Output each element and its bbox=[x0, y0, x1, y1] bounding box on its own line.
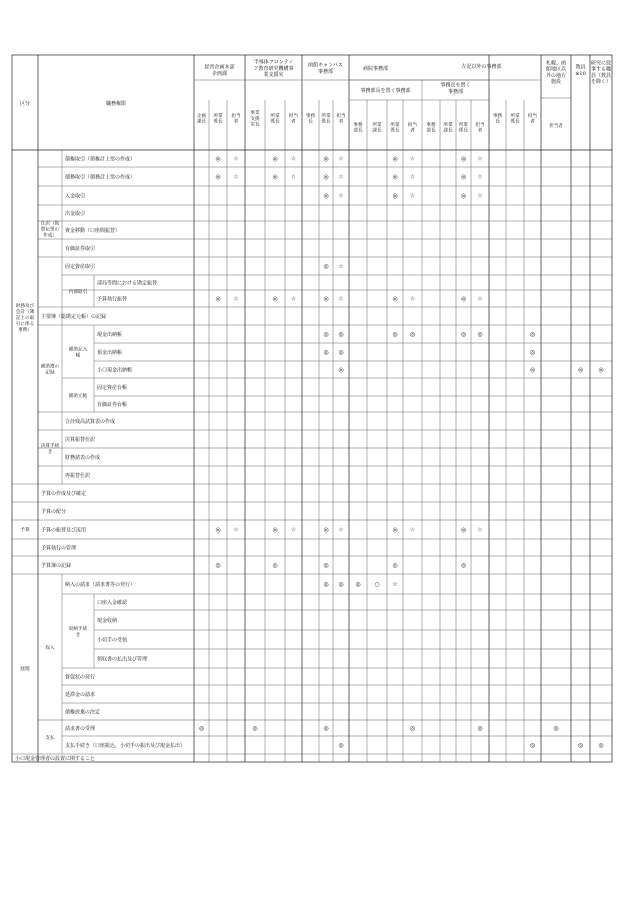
header-col-10: 課長 bbox=[372, 128, 382, 134]
mark-cell: ◎ bbox=[215, 295, 221, 303]
header-col-15: 係長 bbox=[458, 128, 469, 134]
header-group-frontier: ア教育研究機構事 bbox=[253, 65, 294, 72]
header-group-kyoin: ※10 bbox=[575, 70, 586, 77]
mark-cell: ◎ bbox=[577, 366, 584, 374]
header-col-9: 部長 bbox=[353, 128, 363, 134]
row-label: 固定資産取引 bbox=[65, 263, 96, 270]
header-col-4: 所掌 bbox=[270, 114, 280, 119]
header-col-17: 事務 bbox=[492, 114, 503, 119]
row-label: 延滞金の請求 bbox=[65, 691, 96, 698]
mark-cell: ☆ bbox=[409, 192, 416, 200]
row-label: 予算簿の記録 bbox=[41, 562, 72, 569]
header-col-3: 室長 bbox=[250, 122, 260, 128]
mark-cell: ◎ bbox=[272, 295, 278, 303]
mark-cell: ◎ bbox=[338, 331, 344, 339]
row-labels bbox=[15, 155, 185, 762]
header-col-4: 係長 bbox=[270, 119, 280, 125]
header-col-1: 係長 bbox=[213, 119, 223, 125]
subsubcat-shuno: き bbox=[75, 632, 81, 638]
mark-cell: ◎ bbox=[460, 526, 467, 534]
header-group-kenkyu: 事する職 bbox=[590, 66, 612, 73]
header-col-12: 者 bbox=[410, 128, 415, 134]
subcat-shiharai: 支払 bbox=[45, 735, 55, 741]
row-label: 部局等間における勘定振替 bbox=[97, 280, 158, 287]
header-col-2: 者 bbox=[233, 119, 239, 125]
mark-cell: ◎ bbox=[529, 331, 536, 339]
header-col-10: 所掌 bbox=[372, 123, 382, 128]
mark-cell: ◎ bbox=[477, 725, 483, 733]
mark-cell: ◎ bbox=[460, 562, 467, 570]
header-col-20: 担当者 bbox=[549, 123, 563, 129]
mark-cell: ◎ bbox=[338, 366, 344, 374]
mark-cell: ◎ bbox=[323, 349, 329, 357]
subsubcat-hojokinyu: 帳 bbox=[75, 353, 81, 359]
mark-cell: ◎ bbox=[460, 192, 467, 200]
header-group-keiei: 企画課 bbox=[211, 70, 228, 77]
row-label: 債権取引（債権計上票の作成） bbox=[65, 156, 136, 163]
header-group-chiho: 札幌、函 bbox=[545, 60, 567, 67]
header-col-16: 担当 bbox=[475, 123, 485, 128]
header-group-chiho: 外の地方 bbox=[545, 72, 567, 79]
row-label: 請求書の受理 bbox=[65, 725, 96, 732]
mark-cell: ☆ bbox=[338, 295, 344, 303]
mark-cell: ◎ bbox=[392, 295, 398, 303]
mark-cell: ◎ bbox=[460, 295, 467, 303]
row-label: 決算振替仕訳 bbox=[65, 436, 96, 443]
row-label: 固定資産台帳 bbox=[97, 384, 128, 391]
mark-cell: ◎ bbox=[323, 581, 329, 589]
row-label: 再振替仕訳 bbox=[65, 472, 91, 479]
subcat-shiwake: 作成） bbox=[43, 233, 57, 239]
mark-cell: ☆ bbox=[290, 173, 297, 181]
row-label: 口座入金確認 bbox=[97, 599, 128, 606]
header-group-chiho: 館地区以 bbox=[545, 66, 567, 73]
row-label: 入金取引 bbox=[65, 193, 86, 200]
header-group-kenkyu: 研究に従 bbox=[590, 60, 612, 67]
mark-cell: ◎ bbox=[460, 331, 467, 339]
category-zaimu: 会計（簿 bbox=[15, 309, 35, 315]
mark-cell: ◎ bbox=[338, 581, 344, 589]
mark-cell: ◎ bbox=[215, 155, 221, 163]
mark-cell: ◎ bbox=[577, 742, 584, 750]
header-col-17: 長 bbox=[495, 119, 500, 125]
row-label: 現金収納 bbox=[97, 617, 118, 624]
mark-cell: ☆ bbox=[392, 581, 398, 589]
mark-cell: ☆ bbox=[477, 155, 483, 163]
header-col-13: 事務 bbox=[426, 123, 436, 128]
mark-cell: ◎ bbox=[272, 562, 278, 570]
subcat-kessan: 決算手続 bbox=[40, 443, 60, 449]
row-label: 債務取引（債務計上票の作成） bbox=[65, 174, 136, 181]
mark-cell: ◎ bbox=[529, 742, 536, 750]
category-zaimu: 引に係る bbox=[15, 321, 35, 327]
header-group-frontier: 業支援室 bbox=[263, 72, 284, 78]
mark-cell: ◎ bbox=[338, 349, 344, 357]
subsubcat-hojokinyu: 補助記入 bbox=[68, 347, 88, 353]
header-col-0: 課長 bbox=[196, 119, 207, 125]
mark-cell: ◎ bbox=[323, 295, 329, 303]
header-col-8: 者 bbox=[338, 119, 344, 125]
mark-cell: ◎ bbox=[529, 366, 536, 374]
row-label: 支払手続き（口座振込、小切手の振出及び現金払出） bbox=[65, 742, 186, 749]
category-zaimu: 事務） bbox=[18, 327, 32, 333]
row-label: 小切手の受領 bbox=[97, 637, 128, 644]
mark-cell: ◎ bbox=[323, 263, 329, 271]
mark-cell: ☆ bbox=[290, 295, 297, 303]
header-col-0: 企画 bbox=[196, 114, 207, 119]
row-label: 資金移動（口座間振替） bbox=[65, 227, 121, 234]
mark-cell: ◎ bbox=[272, 526, 278, 534]
mark-cell: ◎ bbox=[215, 526, 221, 534]
mark-cell: ◎ bbox=[338, 742, 344, 750]
mark-cell: ◎ bbox=[323, 192, 329, 200]
mark-cell: ☆ bbox=[409, 155, 416, 163]
mark-cell: ◎ bbox=[392, 526, 398, 534]
subcat-hojo: 補助簿の bbox=[40, 364, 60, 370]
row-label: 有価証券台帳 bbox=[97, 401, 128, 408]
mark-cell: ☆ bbox=[233, 526, 239, 534]
header-col-18: 所掌 bbox=[510, 114, 520, 119]
row-label: 予算の作成及び確定 bbox=[41, 490, 87, 497]
mark-cell: ◎ bbox=[323, 562, 329, 570]
row-label: 財務諸表の作成 bbox=[65, 454, 101, 461]
mark-cell: ◎ bbox=[598, 742, 604, 750]
mark-cell: ◎ bbox=[460, 173, 467, 181]
mark-cell: ☆ bbox=[477, 295, 483, 303]
header-col-11: 係長 bbox=[390, 128, 400, 134]
table-header bbox=[20, 59, 611, 134]
row-label: 債権放棄の決定 bbox=[65, 709, 101, 716]
row-label: 預金出納帳 bbox=[97, 349, 123, 356]
header-group-hakodate: 函館キャンパス bbox=[308, 62, 343, 69]
header-col-9: 事務 bbox=[353, 123, 363, 128]
header-group-hakodate: 事務部 bbox=[317, 68, 334, 75]
header-group-keiei: 経営企画本部 bbox=[204, 64, 235, 71]
subcat-shunyu: 収入 bbox=[45, 645, 55, 651]
mark-cell: ☆ bbox=[233, 173, 239, 181]
mark-cell: ◎ bbox=[392, 562, 398, 570]
mark-cell: ◎ bbox=[252, 725, 258, 733]
header-sub-jimubucho: 事務部長を置く事務部 bbox=[360, 87, 411, 94]
mark-cell: ◎ bbox=[198, 725, 205, 733]
mark-cell: ☆ bbox=[409, 295, 416, 303]
mark-cell: ◎ bbox=[553, 725, 559, 733]
row-label: 小口現金出納帳 bbox=[97, 367, 133, 374]
header-shokumu: 職務権限 bbox=[105, 100, 127, 107]
header-col-19: 担当 bbox=[527, 114, 538, 119]
header-col-8: 担当 bbox=[336, 114, 346, 119]
mark-cell: ☆ bbox=[290, 155, 297, 163]
header-group-sakki: 左記以外の事務部 bbox=[461, 63, 502, 70]
row-label: 予算の配分 bbox=[41, 508, 67, 515]
row-label: 納入の請求（請求書等の発行） bbox=[65, 581, 136, 588]
mark-cell: ◎ bbox=[272, 173, 278, 181]
header-col-3: 支援 bbox=[250, 116, 260, 122]
mark-cell: ◎ bbox=[323, 173, 329, 181]
subsubcat-shuno: 収納手続 bbox=[68, 626, 88, 632]
mark-cell: ☆ bbox=[338, 155, 344, 163]
header-col-5: 者 bbox=[291, 119, 296, 125]
mark-cell: ◎ bbox=[323, 331, 329, 339]
subcat-shiwake: 替伝票の bbox=[40, 227, 60, 233]
mark-cell: ☆ bbox=[338, 173, 344, 181]
subcat-shiwake: 仕訳（振 bbox=[40, 221, 60, 227]
mark-cell: ◎ bbox=[409, 331, 416, 339]
mark-cell: ◎ bbox=[392, 331, 398, 339]
row-label: 主要簿（総勘定元帳）の記録 bbox=[41, 313, 107, 320]
mark-cell: ◎ bbox=[323, 155, 329, 163]
category-zaimu: 記上の取 bbox=[15, 315, 35, 321]
row-label: 合計残高試算表の作成 bbox=[65, 418, 116, 425]
mark-cell: ◎ bbox=[392, 192, 398, 200]
mark-cell: ◎ bbox=[355, 581, 361, 589]
header-col-18: 係長 bbox=[510, 119, 520, 125]
row-label: 予算執行の管理 bbox=[41, 545, 77, 552]
row-label: 督促状の発行 bbox=[65, 674, 96, 681]
header-group-kyoin: 教員 bbox=[575, 64, 586, 71]
mark-cell: ○ bbox=[374, 581, 380, 589]
header-col-1: 所掌 bbox=[213, 114, 223, 119]
mark-cell: ☆ bbox=[290, 526, 297, 534]
category-zaimu: 財務及び bbox=[15, 303, 35, 309]
row-label: 予算の振替及び流用 bbox=[41, 527, 87, 534]
header-group-kenkyu: を除く） bbox=[590, 79, 612, 86]
mark-cells bbox=[199, 156, 604, 750]
header-col-13: 部長 bbox=[426, 128, 436, 134]
category-keiri: 経理 bbox=[20, 666, 30, 672]
header-col-16: 者 bbox=[477, 128, 483, 134]
row-label: 現金出納帳 bbox=[97, 331, 123, 338]
mark-cell: ◎ bbox=[392, 173, 398, 181]
row-label: 予算執行振替 bbox=[97, 296, 128, 303]
mark-cell: ☆ bbox=[477, 526, 483, 534]
mark-cell: ◎ bbox=[323, 725, 329, 733]
row-label: 領収書の払出及び管理 bbox=[97, 656, 148, 663]
header-group-chiho: 施設 bbox=[550, 79, 562, 86]
mark-cell: ◎ bbox=[477, 331, 483, 339]
header-group-kenkyu: 員（教員 bbox=[590, 72, 612, 79]
mark-cell: ☆ bbox=[338, 263, 344, 271]
mark-cell: ◎ bbox=[460, 155, 467, 163]
header-col-12: 担当 bbox=[407, 123, 418, 128]
header-col-6: 事務 bbox=[305, 114, 316, 119]
mark-cell: ◎ bbox=[392, 155, 398, 163]
header-group-frontier: 半導体フロンティ bbox=[253, 59, 294, 66]
header-col-3: 事業 bbox=[250, 111, 260, 117]
row-label: 有価証券取引 bbox=[65, 245, 96, 252]
mark-cell: ☆ bbox=[338, 192, 344, 200]
header-col-15: 所掌 bbox=[458, 123, 469, 128]
subsubcat-naibu: 内部取引 bbox=[68, 289, 88, 295]
header-col-14: 課長 bbox=[443, 128, 453, 134]
header-col-7: 所掌 bbox=[321, 114, 331, 119]
mark-cell: ◎ bbox=[409, 725, 416, 733]
header-sub-jimuchou: 事務長を置く bbox=[440, 82, 471, 89]
header-col-14: 所掌 bbox=[443, 123, 453, 128]
mark-cell: ◎ bbox=[529, 349, 536, 357]
mark-cell: ☆ bbox=[409, 526, 416, 534]
header-col-2: 担当 bbox=[231, 114, 241, 119]
header-sub-jimuchou: 事務部 bbox=[447, 88, 464, 95]
mark-cell: ◎ bbox=[215, 173, 221, 181]
mark-cell: ◎ bbox=[323, 526, 329, 534]
row-label: 出金取引 bbox=[65, 210, 86, 217]
mark-cell: ◎ bbox=[272, 155, 278, 163]
mark-cell: ☆ bbox=[477, 173, 483, 181]
category-yosan: 予算 bbox=[20, 527, 30, 533]
header-col-6: 長 bbox=[308, 119, 313, 125]
mark-cell: ☆ bbox=[338, 526, 344, 534]
subcat-kessan: き bbox=[47, 449, 53, 455]
subcat-hojo: 記録 bbox=[45, 370, 55, 376]
mark-cell: ◎ bbox=[215, 562, 221, 570]
mark-cell: ☆ bbox=[233, 295, 239, 303]
header-group-byoin: 病院事務部 bbox=[362, 65, 389, 72]
mark-cell: ☆ bbox=[409, 173, 416, 181]
mark-cell: ☆ bbox=[477, 192, 483, 200]
header-col-7: 係長 bbox=[321, 119, 331, 125]
row-label: 小口現金管理者の設置に関すること bbox=[15, 755, 96, 762]
subsubcat-hojomoto: 補助元帳 bbox=[68, 393, 88, 399]
header-col-11: 所掌 bbox=[390, 123, 400, 128]
header-col-5: 担当 bbox=[288, 114, 299, 119]
mark-cell: ◎ bbox=[598, 366, 604, 374]
mark-cell: ☆ bbox=[233, 155, 239, 163]
header-col-19: 者 bbox=[530, 119, 535, 125]
header-kubun: 区分 bbox=[19, 100, 31, 107]
